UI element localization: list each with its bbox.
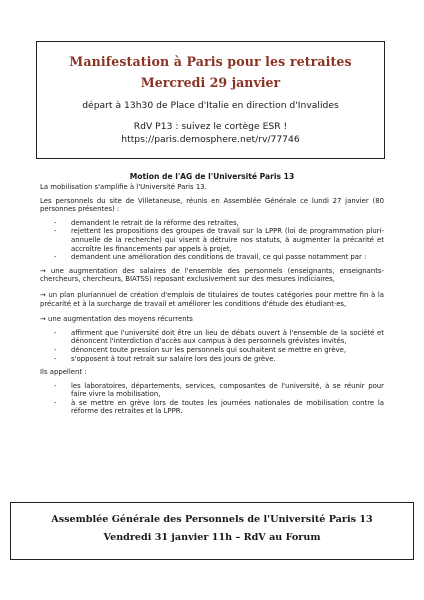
- list-item: - les laboratoires, départements, services, composantes de l'université, à se réunir pour faire vivre la mobilisation,: [54, 381, 384, 399]
- bullet: -: [54, 398, 57, 407]
- motion-intro: La mobilisation s'amplifie à l'Université Paris 13.: [40, 183, 207, 191]
- motion-body: [40, 183, 384, 421]
- bullet: -: [54, 345, 57, 354]
- bullet: -: [54, 354, 57, 363]
- motion-title: Motion de l'AG de l'Université Paris 13: [129, 172, 295, 181]
- assembly-title: Assemblée Générale des Personnels de l'Université Paris 13: [51, 514, 373, 525]
- bullet: -: [54, 253, 57, 262]
- list-item: - s'opposent à tout retrait sur salaire lors des jours de grève.: [54, 354, 276, 363]
- bullet: -: [54, 381, 57, 390]
- list-item: - demandent une amélioration des conditions de travail, ce qui passe notamment par :: [54, 253, 367, 262]
- bullet: -: [54, 227, 57, 236]
- point-salaries: → une augmentation des salaires de l'ensemble des personnels (enseignants, enseignants-chercheurs, chercheurs, BIATSS) reposant exclusivement sur des mesures indiciaires,: [40, 266, 384, 284]
- point-jobs: → un plan pluriannuel de création d'emplois de titulaires de toutes catégories pour mettre fin à la précarité et à la surcharge de travail et améliorer les conditions d'étude des étudiant·es,: [40, 290, 384, 308]
- bullet: -: [54, 218, 57, 227]
- point-means: → une augmentation des moyens récurrents: [40, 315, 193, 324]
- event-link[interactable]: https://paris.demosphere.net/rv/77746: [121, 134, 300, 145]
- list-item: - affirment que l'université doit être un lieu de débats ouvert à l'ensemble de la société et dénoncent l'interdiction d'accès aux campus à des personnels grévistes invités,: [54, 328, 384, 346]
- appeals-list: [40, 382, 384, 416]
- event-departure: départ à 13h30 de Place d'Italie en direction d'Invalides: [82, 100, 339, 111]
- list-item: - à se mettre en grève lors de toutes les journées nationales de mobilisation contre la réforme des retraites et la LPPR.: [54, 398, 384, 416]
- bullet: -: [54, 328, 57, 337]
- event-title: Manifestation à Paris pour les retraites: [69, 54, 352, 69]
- appeal-intro: Ils appellent :: [40, 368, 87, 377]
- affirm-list: [40, 329, 384, 363]
- assembly-date: Vendredi 31 janvier 11h – RdV au Forum: [103, 532, 321, 543]
- motion-context: Les personnels du site de Villetaneuse, réunis en Assemblée Générale ce lundi 27 janvier (80 personnes présentes) :: [40, 196, 384, 214]
- event-box: [36, 41, 385, 159]
- list-item: - dénoncent toute pression sur les personnels qui souhaitent se mettre en grève,: [54, 345, 347, 354]
- list-item: - rejettent les propositions des groupes de travail sur la LPPR (loi de programmation pluri-annuelle de la recherche) qui visent à détruire nos statuts, à augmenter la précarité et accroître les financements par appels à projet,: [54, 227, 384, 253]
- assembly-box: [10, 502, 414, 560]
- event-rdv: RdV P13 : suivez le cortège ESR !: [133, 121, 288, 132]
- demands-list: [40, 219, 384, 262]
- event-date: Mercredi 29 janvier: [140, 75, 281, 90]
- list-item: - demandent le retrait de la réforme des retraites,: [54, 218, 239, 227]
